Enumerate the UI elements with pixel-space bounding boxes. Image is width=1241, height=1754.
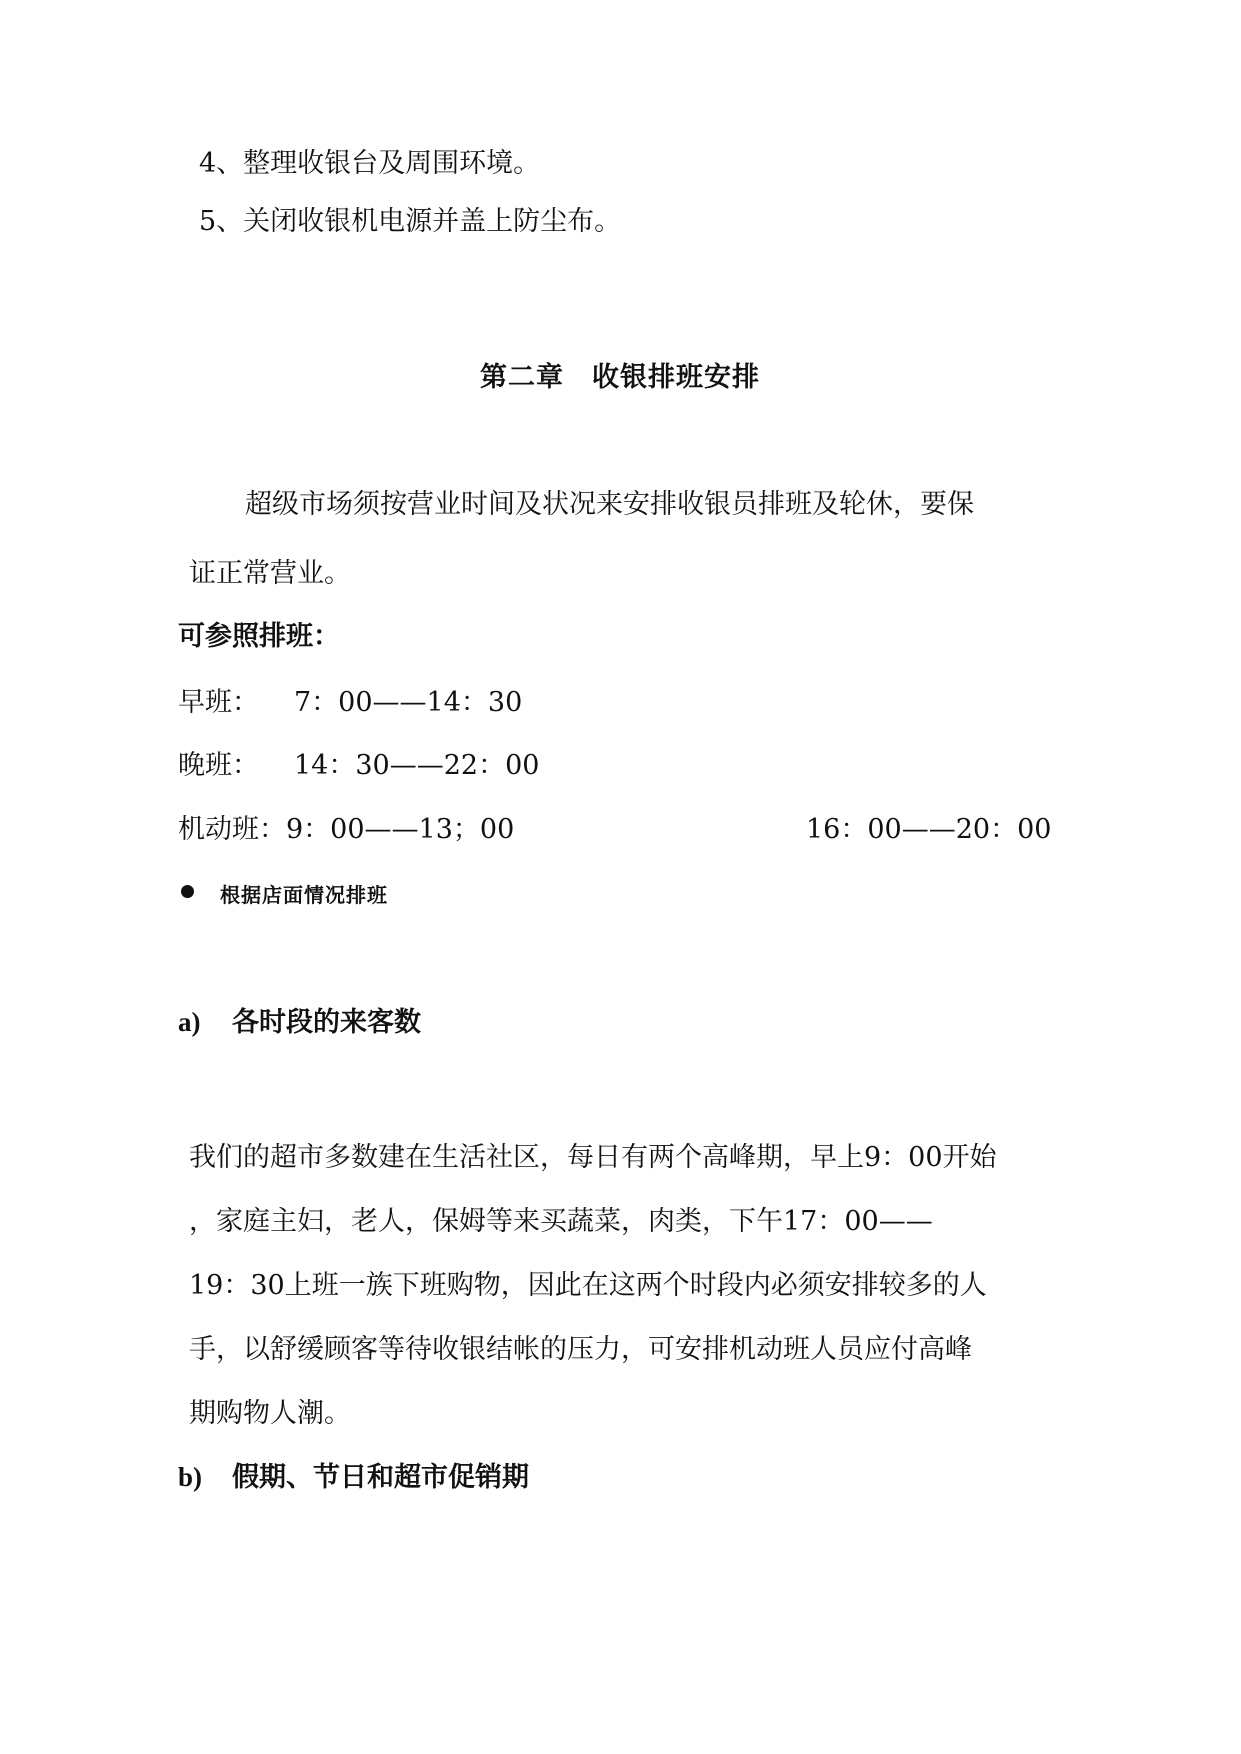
list-item-5: 5、关闭收银机电源并盖上防尘布。	[199, 206, 622, 237]
section-b-marker: b)	[178, 1462, 203, 1492]
chapter-number: 第二章	[480, 362, 564, 393]
bullet-item	[181, 877, 388, 912]
schedule-heading: 可参照排班：	[178, 621, 340, 652]
early-shift-label: 早班：	[178, 687, 259, 718]
early-shift-time: 7：00——14：30	[294, 687, 523, 718]
flex-shift-time-2: 16：00——20：00	[806, 814, 1052, 845]
section-a-marker: a)	[178, 1007, 201, 1037]
early-shift	[178, 686, 522, 720]
list-item-4: 4、整理收银台及周围环境。	[199, 148, 541, 179]
section-a-line-4: 手，以舒缓顾客等待收银结帐的压力，可安排机动班人员应付高峰	[189, 1334, 972, 1365]
section-a-heading	[178, 1005, 421, 1040]
bullet-text: 根据店面情况排班	[220, 883, 388, 907]
intro-line-2: 证正常营业。	[189, 558, 351, 589]
section-a-line-3: 19：30上班一族下班购物，因此在这两个时段内必须安排较多的人	[189, 1270, 987, 1301]
flex-shift	[178, 813, 1052, 847]
section-a-line-2: ，家庭主妇，老人，保姆等来买蔬菜，肉类，下午17：00——	[189, 1206, 933, 1237]
section-a-title: 各时段的来客数	[232, 1007, 421, 1038]
section-a-line-1: 我们的超市多数建在生活社区，每日有两个高峰期，早上9：00开始	[189, 1142, 997, 1173]
section-b-title: 假期、节日和超市促销期	[232, 1462, 529, 1493]
late-shift-time: 14：30——22：00	[294, 750, 540, 781]
chapter-heading	[480, 361, 760, 395]
flex-shift-label: 机动班：	[178, 814, 286, 845]
late-shift	[178, 749, 539, 783]
bullet-icon	[181, 885, 194, 898]
intro-line-1: 超级市场须按营业时间及状况来安排收银员排班及轮休，要保	[245, 489, 974, 520]
chapter-title: 收银排班安排	[592, 362, 760, 393]
flex-shift-time-1: 9：00——13；00	[286, 814, 515, 845]
late-shift-label: 晚班：	[178, 750, 259, 781]
section-b-heading	[178, 1460, 529, 1495]
section-a-line-5: 期购物人潮。	[189, 1398, 351, 1429]
